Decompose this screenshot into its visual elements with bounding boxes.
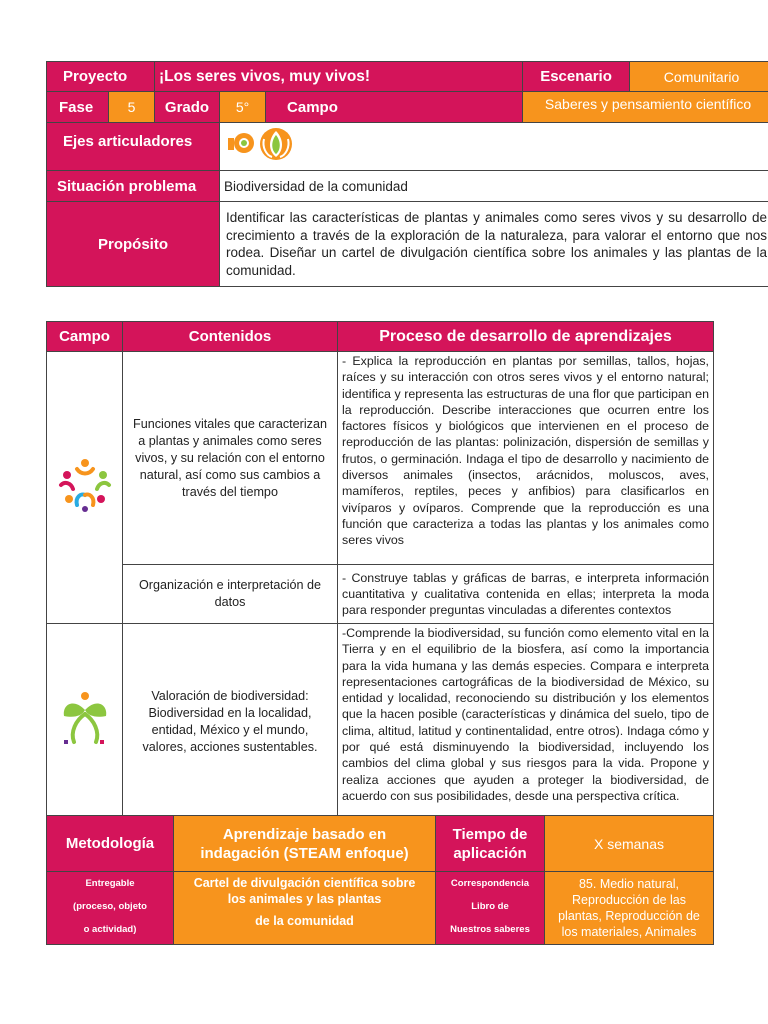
campo-etica-naturaleza-icon [60, 690, 110, 750]
entregable-value-line: Cartel de divulgación científica sobre los animales y las plantas [193, 876, 416, 906]
proceso-header: Proceso de desarrollo de aprendizajes [338, 322, 714, 352]
campo-etica-cell [47, 624, 123, 821]
entregable-label-line: (proceso, objeto [73, 901, 147, 912]
metodologia-label: Metodología [47, 816, 174, 872]
proceso-cell: - Construye tablas y gráficas de barras, e interpreta información cuantitativa y cualitativa contenida en ellas; interpreta la moda para responder preguntas vinculadas a diferentes contextos [338, 565, 714, 624]
situacion-label: Situación problema [47, 171, 220, 202]
entregable-label-line: Entregable [85, 878, 135, 889]
metodologia-value: Aprendizaje basado en indagación (STEAM enfoque) [174, 816, 436, 872]
entregable-label [47, 872, 174, 945]
campo-saberes-icon [55, 455, 115, 515]
proposito-value: Identificar las características de plantas y animales como seres vivos y su desarrollo de crecimiento a través de la exploración de la naturaleza, para valorar el entorno que nos rodea. Diseñar un cartel de divulgación científica sobre los animales y las plantas de la comunidad. [220, 202, 768, 287]
campo-label: Campo [266, 92, 523, 123]
method-table [46, 815, 714, 945]
correspondencia-label-line: Libro de [471, 901, 509, 912]
escenario-label: Escenario [523, 62, 630, 92]
contenido-cell: Funciones vitales que caracterizan a plantas y animales como seres vivos, y su relación con el entorno natural, así como sus cambios a través del tiempo [123, 352, 338, 565]
entregable-value [174, 872, 436, 945]
campo-value: Saberes y pensamiento científico [523, 92, 768, 123]
ejes-icons [220, 123, 768, 171]
contents-table [46, 321, 714, 821]
grado-label: Grado [155, 92, 220, 123]
fase-label: Fase [47, 92, 109, 123]
proyecto-value: ¡Los seres vivos, muy vivos! [155, 62, 523, 92]
entregable-label-line: o actividad) [83, 924, 137, 935]
project-header-table [46, 61, 768, 287]
correspondencia-value: 85. Medio natural, Reproducción de las plantas, Reproducción de los materiales, Animales [545, 872, 714, 945]
escenario-value: Comunitario [630, 62, 768, 92]
campo-saberes-cell [47, 352, 123, 624]
contenido-cell: Valoración de biodiversidad: Biodiversidad en la localidad, entidad, México y el mundo, valores, acciones sustentables. [123, 624, 338, 821]
contenido-cell: Organización e interpretación de datos [123, 565, 338, 624]
tiempo-value: X semanas [545, 816, 714, 872]
campo-header: Campo [47, 322, 123, 352]
entregable-value-line: de la comunidad [255, 914, 354, 928]
correspondencia-label [436, 872, 545, 945]
ejes-label: Ejes articuladores [47, 123, 220, 171]
tiempo-label: Tiempo de aplicación [436, 816, 545, 872]
situacion-value: Biodiversidad de la comunidad [220, 171, 768, 202]
contenidos-header: Contenidos [123, 322, 338, 352]
correspondencia-label-line: Correspondencia [450, 878, 530, 889]
grado-value: 5° [220, 92, 266, 123]
proposito-label: Propósito [47, 202, 220, 287]
ejes-articuladores-icons [224, 125, 304, 163]
correspondencia-label-line: Nuestros saberes [450, 924, 530, 935]
fase-value: 5 [109, 92, 155, 123]
proceso-cell: -Comprende la biodiversidad, su función como elemento vital en la Tierra y en el equilibrio de la biosfera, así como la importancia para la vida humana y las demás especies. Compara e interpreta representaciones cartográficas de la biodiversidad de México, su entidad y localidad, reconociendo su distribución y los elementos que la hacen posible (características y dinámica del suelo, tipo de clima, altitud, latitud y continentalidad, entre otros). Indaga cómo y por qué está disminuyendo la biodiversidad, incluyendo los cambios del clima global y sus riesgos para la vida. Propone y realiza acciones que ayuden a proteger la biodiversidad, de acuerdo con sus posibilidades, desde una perspectiva crítica. [338, 624, 714, 821]
proyecto-label: Proyecto [47, 62, 155, 92]
proceso-cell: - Explica la reproducción en plantas por semillas, tallos, hojas, raíces y su interacción con otros seres vivos y el entorno natural; identifica y representa las estructuras de una flor que participan en la reproducción. Describe interacciones que ocurren entre los factores físicos y biológicos que intervienen en el proceso de reproducción de las plantas: polinización, dispersión de semillas y frutos, o germinación. Indaga el tipo de desarrollo y nacimiento de diversos animales (insectos, arácnidos, moluscos, aves, mamíferos, reptiles, peces y anfibios) para clasificarlos en vivíparos y ovíparos. Comprende que la reproducción es una función que caracteriza a todas las plantas y los animales como seres vivos [338, 352, 714, 565]
